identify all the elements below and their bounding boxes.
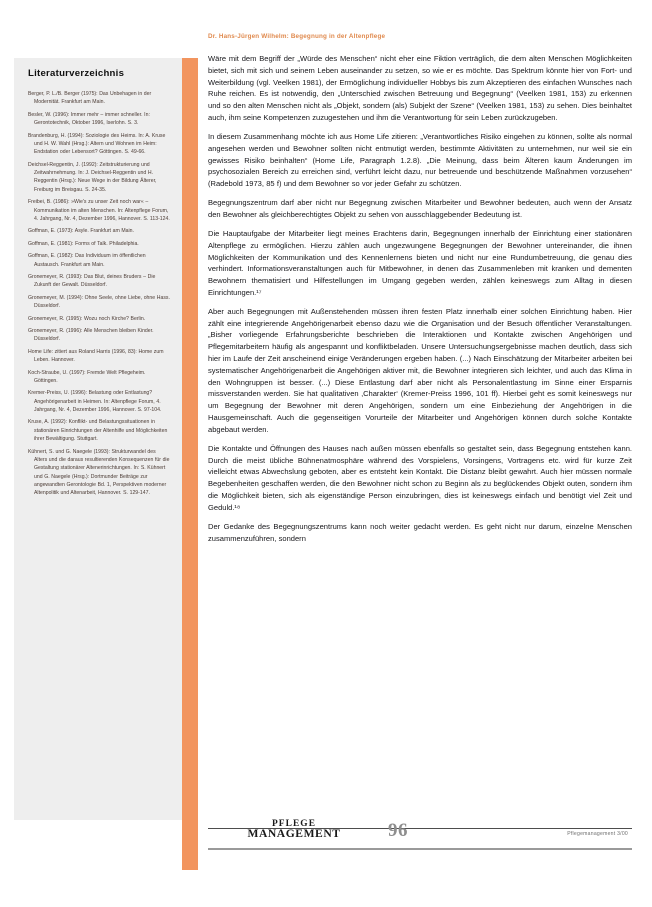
list-item: Kühnert, S. und G. Naegele (1993): Strukturwandel des Alters und die daraus resultierenden Konsequenzen für die Gestaltung stationärer Altenerinrichtungen. In: S. Kühnert und G. Naegele (Hrsg.): Dortmunder Beiträge zur angewandten Gerontologie Bd. 1, Perspektiven moderner Altenpolitik und Altenarbeit, Hannover. S. 129-147. <box>28 448 170 497</box>
bibliography-sidebar <box>14 58 182 820</box>
list-item: Home Life: zitiert aus Roland Harris (1996, 83): Home zum Leben. Hannover. <box>28 348 164 364</box>
logo-line-pflege: PFLEGE <box>271 819 317 829</box>
list-item: Koch-Straube, U. (1997): Fremde Welt Pflegeheim. Göttingen. <box>28 369 146 384</box>
logo-line-management: MANAGEMENT <box>247 827 341 841</box>
list-item: Freibei, B. (1986): »Wie's zu unser Zeit noch war« – Kommunikation im alten Menschen. In: Altenpflege Forum, 4. Jahrgang, Nr. 4, Dezember 1996, Hannover. S. 113-124. <box>28 199 170 222</box>
list-item: Gronemeyer, R. (1993): Das Blut, deines Bruders – Die Zukunft der Gewalt. Düsseldorf. <box>28 273 156 289</box>
paragraph: Wäre mit dem Begriff der „Würde des Menschen“ nicht eher eine Fiktion verträglich, die dem alten Menschen Möglichkeiten bietet, sich mit sich und seinem Leben auseinander zu setzen, so wie er es möchte. Das Spektrum könnte hier von Fort- und Weiterbildung (vgl. Veelken 1981), der Ermöglichung individueller Hobbys bis zum Akzeptieren des einfachen Wunsches nach Ruhe reichen. Es ist notwendig, den „Unterschied zwischen Betreuung und Begegnung“ (Veelken 1981, 153) zu erkennen und so den alten Menschen nicht als „Objekt, sondern (als) Subjekt der Szene“ (Veelken 1981, 153) zu sehen. Dies beinhaltet auch, ihm seine Kompetenzen zuzugestehen und ihm die Verantwortung für sein Leben zurückzugeben. <box>208 54 632 122</box>
journal-logo <box>228 820 360 840</box>
list-item: Kremer-Preiss, U. (1996): Belastung oder Entlastung? Angehörigenarbeit in Heimen. In: Altenpflege Forum, 4. Jahrgang, Nr. 4, Dezember 1996, Hannover. S. 97-104. <box>28 390 162 413</box>
footer-rule-bottom <box>208 848 632 850</box>
list-item: Gronemeyer, M. (1994): Ohne Seele, ohne Liebe, ohne Hass. Düsseldorf. <box>28 294 170 310</box>
list-item: Gronemeyer, R. (1995): Wozu noch Kirche? Berlin. <box>28 315 146 322</box>
paragraph: Die Hauptaufgabe der Mitarbeiter liegt meines Erachtens darin, Begegnungen innerhalb der Einrichtung einer stationären Altenpflege zu ermöglichen. Hierzu zählen auch ungezwungene Begegnungen der Bewohner untereinander, die ihnen Möglichkeiten der Kommunikation und des Kennenlernens bieten und nicht nur eine Rundumbetreuung, die genau dies verhindert. Informationsveranstaltungen auch für Mitbewohner, in denen das Zusammenleben mit kranken und dementen Bewohnern thematisiert und Hilfestellungen im Umgang gegeben werden, zählen keineswegs zum Alltag in diesen Einrichtungen.¹⁷ <box>208 228 632 297</box>
list-item: Goffman, E. (1973): Asyle. Frankfurt am Main. <box>28 228 134 235</box>
issue-label: Pflegemanagement 3/00 <box>567 831 628 837</box>
paragraph: In diesem Zusammenhang möchte ich aus Home Life zitieren: „Verantwortliches Risiko eingehen zu können, sollte als normal angesehen werden und Bewohner sollten nicht entmutigt werden, bestimmte Aktivitäten zu unternehmen, nur weil sie ein gewisses Risiko beinhalten“ (Home Life, Paragraph 1.2.8). „Die Meinung, dass beim Älteren kaum Änderungen im psychosozialen Bereich zu erreichen sind, verführt leicht dazu, nur betreuende und beschützende Maßnahmen vorzusehen“ (Radebold 1973, 85 f) und dem Bewohner so vor jeder Gefahr zu schützen. <box>208 131 632 189</box>
list-item: Kruse, A. (1992): Konflikt- und Belastungssituationen in stationären Einrichtungen der Altenhilfe und Möglichkeiten ihrer Bewältigung. Stuttgart. <box>28 419 168 443</box>
list-item: Brandenburg, H. (1994): Soziologie des Heims. In: A. Kruse und H. W. Wahl (Hrsg.): Altern und Wohnen im Heim: Endstation oder Lebensort? Göttingen. S. 49-66. <box>28 132 166 156</box>
list-item: Gronemeyer, R. (1996): Alle Menschen bleiben Kinder. Düsseldorf. <box>28 327 154 343</box>
sidebar-title: Literaturverzeichnis <box>28 68 125 79</box>
list-item: Goffman, E. (1981): Forms of Talk. Philadelphia. <box>28 240 139 247</box>
running-header: Dr. Hans-Jürgen Wilhelm: Begegnung in der Altenpflege <box>208 33 386 40</box>
list-item: Goffman, E. (1982): Das Individuum im öffentlichen Austausch. Frankfurt am Main. <box>28 253 146 268</box>
article-body <box>208 53 632 552</box>
page-footer <box>208 818 632 858</box>
paragraph: Begegnungszentrum darf aber nicht nur Begegnung zwischen Mitarbeiter und Bewohner bedeuten, auch wenn der Ansatz den Bewohner als gleichberechtigtes Objekt zu sehen von ausschlaggebender Bedeutung ist. <box>208 198 632 219</box>
paragraph: Die Kontakte und Öffnungen des Hauses nach außen müssen ebenfalls so gestaltet sein, dass Begegnung entstehen kann. Durch die meist übliche Bühnenatmosphäre während des Vorspielens, Vorsingens, Vortragens etc. wird für kurze Zeit vielleicht etwas Abwechslung geboten, aber es entsteht kein Kontakt. Die Distanz bleibt gewahrt. Auch hier müssen normale Begebenheiten geschaffen werden, die den Bewohner nicht schon zu Beginn als zu beglückendes Objekt outen, sondern ihm die Möglichkeit bieten, sich als eigenständige Person einzubringen, dies ist keineswegs einfach und benötigt viel Zeit und Geduld.¹⁸ <box>208 443 632 512</box>
page-number: 96 <box>388 820 408 841</box>
bibliography-list <box>28 90 170 498</box>
list-item: Berger, P. L./B. Berger (1975): Das Unbehagen in der Modernität. Frankfurt am Main. <box>28 91 152 106</box>
paragraph: Aber auch Begegnungen mit Außenstehenden müssen ihren festen Platz innerhalb einer solchen Einrichtung haben. Hier zählt eine integrierende Angehörigenarbeit ebenso dazu wie die Organisation und der Besuch öffentlicher Veranstaltungen. „Bisher vorliegende Erfahrungsberichte beschrieben die Interaktionen und Kontakte zwischen Angehörigen und Pflegemitarbeitern häufig als angespannt und konfliktbeladen. Unsere Untersuchungsergebnisse machen deutlich, dass sich hier im Laufe der Zeit anscheinend einige Veränderungen ergeben haben. (...) Nach Einschätzung der Mitarbeiter arbeiten bei systematischer Angehörigenarbeit die Angehörigen aktiver mit, die Bewohner integrieren sich leichter, und auch das Klima in den Wohngruppen ist besser. (...) Diese Entlastung darf aber nicht als Personalentlastung im Sinne einer Ersparnis missverstanden werden. Sie hat qualitativen ‚Charakter‘ (Kremer-Preiss 1996, 101 ff). Hierbei geht es somit keineswegs nur um Begegnung der Bewohner mit deren Angehörigen, sondern um eine Einbeziehung der Angehörigen in die Hausgemeinschaft. Auch die gegenseitigen Vorurteile der Mitarbeiter und Angehörigen können durch solche Kontakte abgebaut werden. <box>208 306 632 434</box>
list-item: Besler, W. (1996): Immer mehr – immer schneller. In: Gerontotechnik, Oktober 1996, Iserlohn. S. 3. <box>28 111 150 127</box>
list-item: Deichsel-Reggentin, J. (1992): Zeitstrukturierung und Zeitwahrnehmung. In: J. Deichsel-Reggentin und H. Reggentin (Hrsg.): Neue Wege in der Bildung Älterer, Freiburg im Breisgau. S. 24-35. <box>28 161 157 193</box>
paragraph: Der Gedanke des Begegnungszentrums kann noch weiter gedacht werden. Es geht nicht nur darum, einzelne Menschen zusammenzuführen, sondern <box>208 521 632 543</box>
orange-divider-bar <box>182 58 198 870</box>
